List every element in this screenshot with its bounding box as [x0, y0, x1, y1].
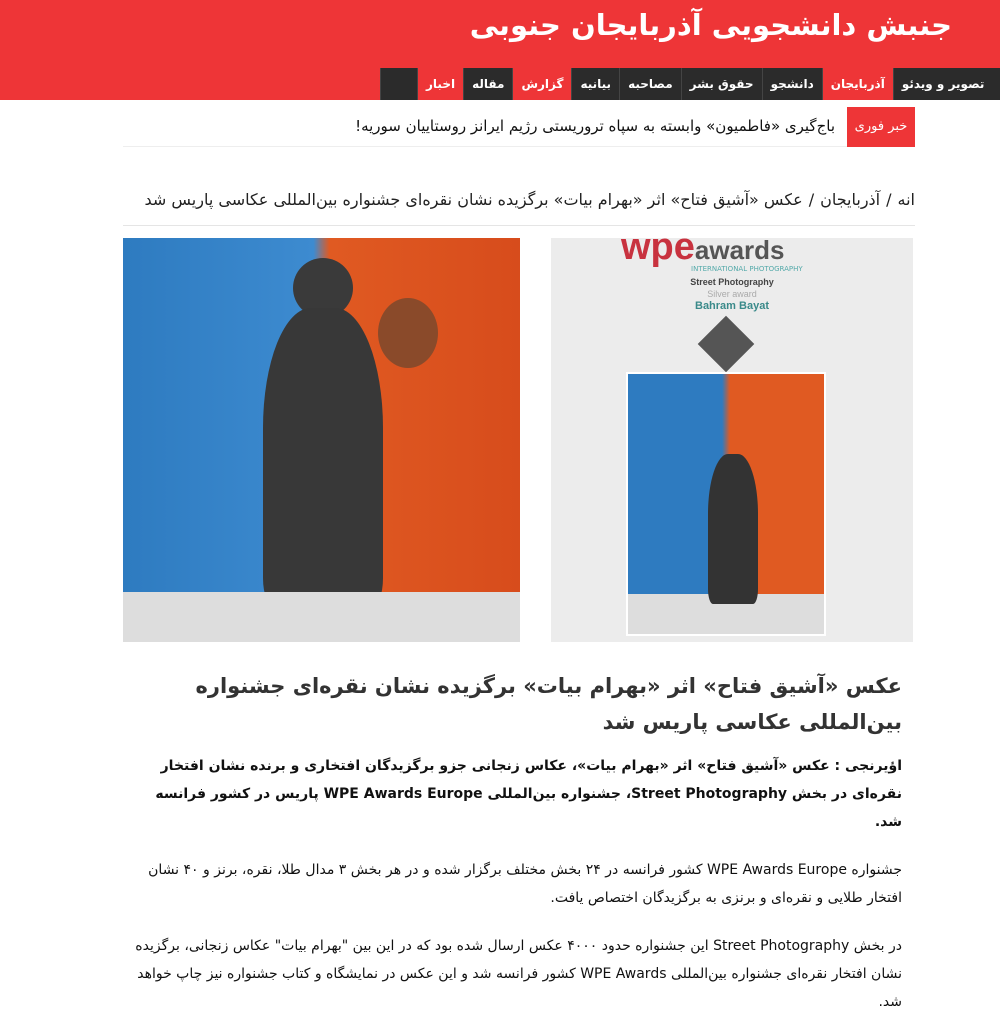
nav-item-student[interactable]: دانشجو: [762, 68, 822, 100]
article-body: [132, 668, 902, 1016]
wpe-logo: wpeawards: [621, 238, 785, 268]
article-paragraph: جشنواره WPE Awards Europe کشور فرانسه در ۲۴ بخش مختلف برگزار شده و در هر بخش ۳ مدال طلا، نقره، برنز و ۴۰ نشان افتخار طلایی و نقره‌ای و برنزی به برگزیدگان اختصاص یافت.: [148, 862, 902, 906]
nav-item-statement[interactable]: بیانیه: [571, 68, 619, 100]
award-level: Silver award: [707, 289, 757, 299]
nav-spacer: [380, 68, 417, 100]
nav-item-interview[interactable]: مصاحبه: [619, 68, 681, 100]
breadcrumb-home[interactable]: انه: [897, 190, 915, 209]
award-category: Street Photography: [690, 277, 774, 287]
nav-item-human-rights[interactable]: حقوق بشر: [681, 68, 762, 100]
breadcrumb-section[interactable]: آذربایجان: [820, 190, 881, 209]
nav-item-media[interactable]: تصویر و ویدئو: [893, 68, 993, 100]
breaking-news-bar: [123, 107, 915, 147]
article-photo[interactable]: [123, 238, 520, 642]
breaking-news-badge: خبر فوری: [847, 107, 915, 147]
site-title[interactable]: جنبش دانشجویی آذربایجان جنوبی: [469, 8, 952, 42]
medal-icon: [698, 316, 755, 373]
photo-subject: [708, 454, 758, 604]
nav-item-article[interactable]: مقاله: [463, 68, 512, 100]
article-lead: اؤیرنجی : عکس «آشیق فتاح» اثر «بهرام بیات»، عکاس زنجانی جزو برگزیدگان افتخاری و برنده نشان افتخار نقره‌ای در بخش Street Photography، جشنواره بین‌المللی WPE Awards Europe پاریس در کشور فرانسه شد.: [155, 758, 902, 830]
breadcrumb: [123, 190, 915, 226]
award-subtitle: INTERNATIONAL PHOTOGRAPHY: [691, 265, 803, 273]
nav-item-news[interactable]: اخبار: [417, 68, 463, 100]
article-title: عکس «آشیق فتاح» اثر «بهرام بیات» برگزیده نشان نقره‌ای جشنواره بین‌المللی عکاسی پاریس شد: [195, 674, 902, 734]
nav-item-report[interactable]: گزارش: [512, 68, 571, 100]
award-photo-thumbnail: [626, 372, 826, 636]
main-nav: [380, 68, 1000, 100]
breadcrumb-current: عکس «آشیق فتاح» اثر «بهرام بیات» برگزیده نشان نقره‌ای جشنواره بین‌المللی عکاسی پاریس شد: [144, 190, 803, 209]
nav-item-azerbaijan[interactable]: آذربایجان: [822, 68, 893, 100]
photo-subject-body: [263, 308, 383, 608]
article-paragraph: در بخش Street Photography این جشنواره حدود ۴۰۰۰ عکس ارسال شده بود که در این بین "بهرام بیات" عکاس زنجانی، برگزیده نشان افتخار نقره‌ای جشنواره بین‌المللی WPE Awards کشور فرانسه شد و این عکس در نمایشگاه و کتاب جشنواره نیز چاپ خواهد شد.: [135, 938, 902, 1010]
site-header: [0, 0, 1000, 100]
award-winner: Bahram Bayat: [695, 300, 769, 312]
award-image[interactable]: [551, 238, 913, 642]
instrument: [378, 298, 438, 368]
breadcrumb-separator: /: [808, 190, 815, 209]
breaking-news-link[interactable]: باج‌گیری «فاطمیون» وابسته به سپاه تروریستی رژیم ایرانز روستاییان سوریه!: [355, 117, 835, 135]
sidewalk: [123, 592, 520, 642]
breadcrumb-separator: /: [886, 190, 892, 209]
